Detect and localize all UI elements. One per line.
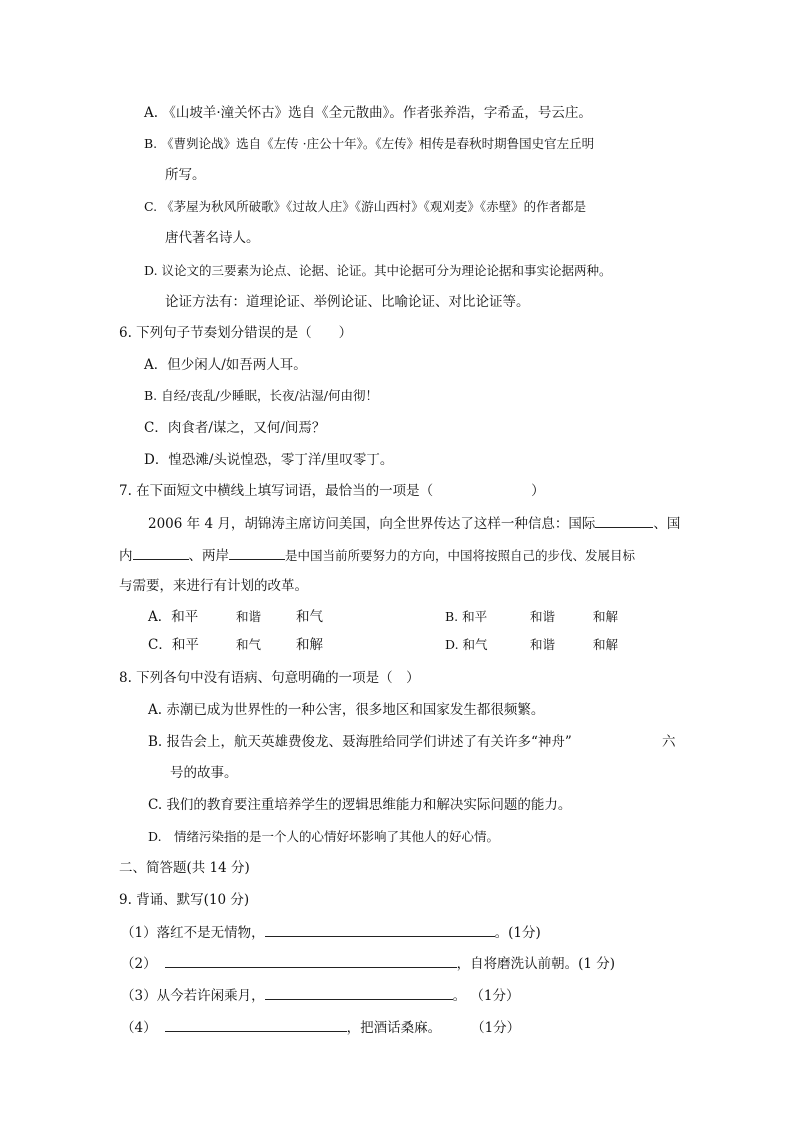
passage-7-line2 — [119, 545, 635, 566]
question-9-title: 9. 背诵、默写(10 分) — [119, 892, 250, 908]
option-5a: A. 《山坡羊·潼关怀古》选自《全元散曲》。作者张养浩，字希孟，号云庄。 — [144, 105, 592, 121]
passage-7-line1-text: 2006 年 4 月，胡锦涛主席访问美国，向全世界传达了这样一种信息：国际 — [148, 516, 596, 532]
option-word: 和平 — [171, 609, 199, 625]
fill-blank-1[interactable] — [595, 513, 653, 528]
option-label: D. — [445, 637, 459, 652]
recite-score-4: （1分） — [471, 1020, 521, 1036]
recite-number-2: （2） — [121, 956, 157, 972]
option-7d-word3: 和解 — [593, 637, 619, 652]
option-5b-line2: 所写。 — [165, 167, 206, 183]
option-8b-line1-end: 六 — [662, 734, 676, 750]
option-7a — [148, 607, 198, 627]
question-8-stem: 8. 下列各句中没有语病、句意明确的一项是（ ） — [119, 670, 420, 686]
option-7b-word2: 和谐 — [530, 609, 556, 624]
option-8b-line2: 号的故事。 — [170, 765, 238, 781]
passage-7-line2-end: 是中国当前所要努力的方向，中国将按照自己的步伐、发展目标 — [285, 548, 636, 563]
question-7-stem-text: 7. 在下面短文中横线上填写词语，最恰当的一项是（ — [119, 483, 434, 499]
recite-text-1: 落红不是无情物， — [156, 925, 265, 941]
recite-end-4: ，把酒话桑麻。 — [346, 1020, 442, 1036]
option-label: A． — [148, 609, 172, 625]
option-6c: C．肉食者/谋之，又何/间焉？ — [144, 420, 326, 436]
question-7-stem-close: ） — [531, 483, 545, 499]
passage-7-line3: 与需要，来进行有计划的改革。 — [119, 578, 308, 594]
option-label: C． — [148, 637, 172, 653]
option-7c-word2: 和气 — [236, 637, 262, 652]
option-6a: A．但少闲人/如吾两人耳。 — [144, 357, 307, 373]
option-8a: A. 赤潮已成为世界性的一种公害，很多地区和国家发生都很频繁。 — [148, 702, 545, 718]
recite-number-1: （1） — [121, 925, 157, 941]
recite-text-3: 从今若许闲乘月， — [156, 988, 265, 1004]
option-word: 和平 — [171, 637, 199, 653]
option-7b — [445, 607, 487, 627]
fill-blank-3[interactable] — [229, 545, 285, 560]
option-7a-word2: 和谐 — [236, 609, 262, 624]
answer-blank-4[interactable] — [165, 1017, 347, 1032]
option-7c — [148, 635, 199, 655]
passage-7-line1-end: 、国 — [653, 516, 681, 532]
recite-end-2: ，自将磨洗认前朝。(1 分) — [456, 956, 616, 972]
option-8c: C. 我们的教育要注重培养学生的逻辑思维能力和解决实际问题的能力。 — [148, 797, 572, 813]
option-5c-line1: C. 《茅屋为秋风所破歌》《过故人庄》《游山西村》《观刈麦》《赤壁》的作者都是 — [144, 199, 587, 214]
recite-end-3: 。 （1分） — [452, 988, 520, 1004]
recite-line-4 — [121, 1017, 520, 1038]
passage-7-line2-mid: 、两岸 — [188, 548, 229, 564]
option-7d-word2: 和谐 — [530, 637, 556, 652]
question-7-stem — [119, 481, 545, 501]
option-5d-line2: 论证方法有：道理论证、举例论证、比喻论证、对比论证等。 — [165, 294, 530, 310]
option-8d: D. 情绪污染指的是一个人的心情好坏影响了其他人的好心情。 — [148, 829, 500, 844]
answer-blank-1[interactable] — [265, 922, 495, 937]
option-5d-line1: D. 议论文的三要素为论点、论据、论证。其中论据可分为理论论据和事实论据两种。 — [144, 263, 612, 278]
option-7a-word3: 和气 — [296, 609, 323, 625]
option-7d — [445, 635, 488, 655]
recite-line-3 — [121, 985, 519, 1006]
question-6-stem: 6. 下列句子节奏划分错误的是（ ） — [119, 325, 353, 341]
answer-blank-3[interactable] — [265, 985, 453, 1000]
option-8b-line1: B. 报告会上，航天英雄费俊龙、聂海胜给同学们讲述了有关许多“神舟” — [148, 734, 572, 750]
recite-end-1: 。(1分) — [494, 925, 541, 941]
recite-number-4: （4） — [121, 1020, 157, 1036]
option-7b-word3: 和解 — [593, 609, 619, 624]
recite-line-1 — [121, 922, 541, 943]
recite-line-2 — [121, 953, 615, 974]
passage-7-line2-start: 内 — [119, 548, 133, 564]
fill-blank-2[interactable] — [133, 545, 189, 560]
answer-blank-2[interactable] — [165, 953, 457, 968]
passage-7-line1 — [148, 513, 680, 534]
option-word: 和气 — [462, 637, 488, 652]
option-word: 和平 — [462, 609, 488, 624]
section-2-title: 二、简答题(共 14 分) — [119, 860, 250, 876]
option-6d: D．惶恐滩/头说惶恐，零丁洋/里叹零丁。 — [144, 452, 394, 468]
option-label: B. — [445, 609, 459, 624]
recite-number-3: （3） — [121, 988, 157, 1004]
option-6b: B. 自经/丧乱/少睡眠，长夜/沾湿/何由彻！ — [144, 388, 378, 403]
option-5b-line1: B. 《曹刿论战》选自《左传 ·庄公十年》。《左传》相传是春秋时期鲁国史官左丘明 — [144, 136, 595, 151]
option-5c-line2: 唐代著名诗人。 — [165, 230, 260, 246]
option-7c-word3: 和解 — [296, 637, 323, 653]
